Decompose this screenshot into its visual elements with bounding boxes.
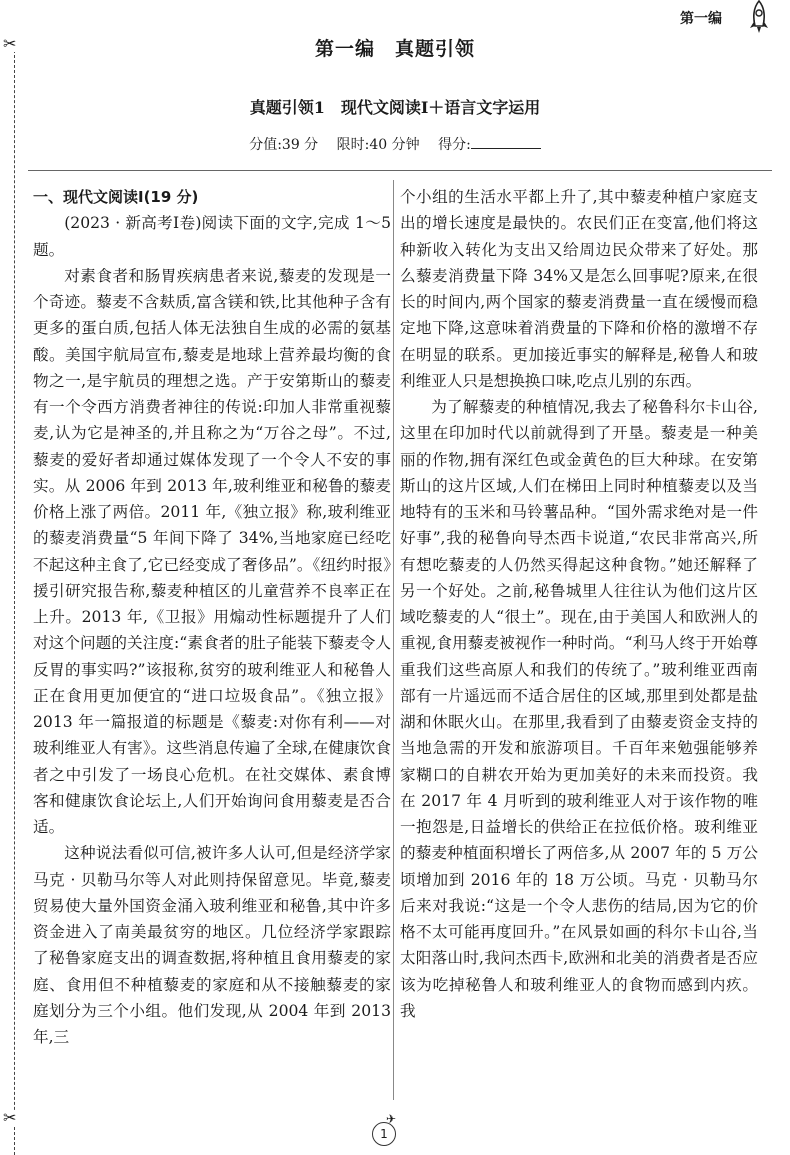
scissors-icon: ✂ <box>3 1108 17 1127</box>
page-footer <box>368 1112 408 1148</box>
divider <box>28 170 772 171</box>
left-column <box>33 184 391 1050</box>
score-blank[interactable] <box>471 148 541 149</box>
scissors-icon: ✂ <box>3 34 17 53</box>
cut-line <box>14 50 15 1155</box>
section-heading: 一、现代文阅读Ⅰ(19 分) <box>33 188 199 206</box>
paragraph: 个小组的生活水平都上升了,其中藜麦种植户家庭支出的增长速度是最快的。农民们正在变富,他们将这种新收入转化为支出又给周边民众带来了好处。那么藜麦消费量下降 34%又是怎么回事呢?原来,在很长的时间内,两个国家的藜麦消费量一直在缓慢而稳定地下降,这意味着消费量的下降和价格的激增不存在明显的联系。更加接近事实的解释是,秘鲁人和玻利维亚人只是想换换口味,吃点儿别的东西。 <box>400 188 758 390</box>
page-subtitle: 真题引领1 现代文阅读Ⅰ＋语言文字运用 <box>249 98 541 117</box>
score-time: 限时:40 分钟 <box>336 137 420 153</box>
score-value: 分值:39 分 <box>249 137 319 153</box>
score-label: 得分: <box>438 137 471 153</box>
rocket-icon <box>745 0 773 34</box>
page-title: 第一编 真题引领 <box>314 38 475 60</box>
column-divider <box>393 180 394 1100</box>
page-number: 1 <box>372 1122 396 1146</box>
right-column <box>400 184 758 1024</box>
paragraph: 这种说法看似可信,被许多人认可,但是经济学家马克 · 贝勒马尔等人对此则持保留意见。毕竟,藜麦贸易使大量外国资金涌入玻利维亚和秘鲁,其中许多资金进入了南美最贫穷的地区。几位经济学家跟踪了秘鲁家庭支出的调查数据,将种植且食用藜麦的家庭、食用但不种植藜麦的家庭和从不接触藜麦的家庭划分为三个小组。他们发现,从 2004 年到 2013 年,三 <box>33 844 391 1046</box>
score-line <box>0 134 790 154</box>
header-section-label: 第一编 <box>680 11 722 27</box>
paragraph: 对素食者和肠胃疾病患者来说,藜麦的发现是一个奇迹。藜麦不含麸质,富含镁和铁,比其他种子含有更多的蛋白质,包括人体无法独自生成的必需的氨基酸。美国宇航局宣布,藜麦是地球上营养最均衡的食物之一,是宇航员的理想之选。产于安第斯山的藜麦有一个令西方消费者神往的传说:印加人非常重视藜麦,认为它是神圣的,并且称之为“万谷之母”。不过,藜麦的爱好者却通过媒体发现了一个令人不安的事实。从 2006 年到 2013 年,玻利维亚和秘鲁的藜麦价格上涨了两倍。2011 年,《独立报》称,玻利维亚的藜麦消费量“5 年间下降了 34%,当地家庭已经吃不起这种主食了,它已经变成了奢侈品”。《纽约时报》援引研究报告称,藜麦种植区的儿童营养不良率正在上升。2013 年,《卫报》用煽动性标题提升了人们对这个问题的关注度:“素食者的肚子能装下藜麦令人反胃的事实吗?”该报称,贫穷的玻利维亚人和秘鲁人正在食用更加便宜的“进口垃圾食品”。《独立报》2013 年一篇报道的标题是《藜麦:对你有利——对玻利维亚人有害》。这些消息传遍了全球,在健康饮食者之中引发了一场良心危机。在社交媒体、素食博客和健康饮食论坛上,人们开始询问食用藜麦是否合适。 <box>33 266 391 836</box>
paragraph: 为了解藜麦的种植情况,我去了秘鲁科尔卡山谷,这里在印加时代以前就得到了开垦。藜麦是一种美丽的作物,拥有深红色或金黄色的巨大种球。在安第斯山的这片区域,人们在梯田上同时种植藜麦以及当地特有的玉米和马铃薯品种。“国外需求绝对是一件好事”,我的秘鲁向导杰西卡说道,“农民非常高兴,所有想吃藜麦的人仍然买得起这种食物。”她还解释了另一个好处。之前,秘鲁城里人往往认为他们这片区域吃藜麦的人“很土”。现在,由于美国人和欧洲人的重视,食用藜麦被视作一种时尚。“利马人终于开始尊重我们这些高原人和我们的传统了。”玻利维亚西南部有一片遥远而不适合居住的区域,那里到处都是盐湖和休眠火山。在那里,我看到了由藜麦资金支持的当地急需的开发和旅游项目。千百年来勉强能够养家糊口的自耕农开始为更加美好的未来而投资。我在 2017 年 4 月听到的玻利维亚人对于该作物的唯一抱怨是,日益增长的供给正在拉低价格。玻利维亚的藜麦种植面积增长了两倍多,从 2007 年的 5 万公顷增加到 2016 年的 18 万公顷。马克 · 贝勒马尔后来对我说:“这是一个令人悲伤的结局,因为它的价格不太可能再度回升。”在风景如画的科尔卡山谷,当太阳落山时,我问杰西卡,欧洲和北美的消费者是否应该为吃掉秘鲁人和玻利维亚人的食物而感到内疚。我 <box>400 398 758 1020</box>
plane-icon: ✈ <box>386 1112 397 1126</box>
paragraph: (2023 · 新高考Ⅰ卷)阅读下面的文字,完成 1～5 题。 <box>33 214 391 259</box>
